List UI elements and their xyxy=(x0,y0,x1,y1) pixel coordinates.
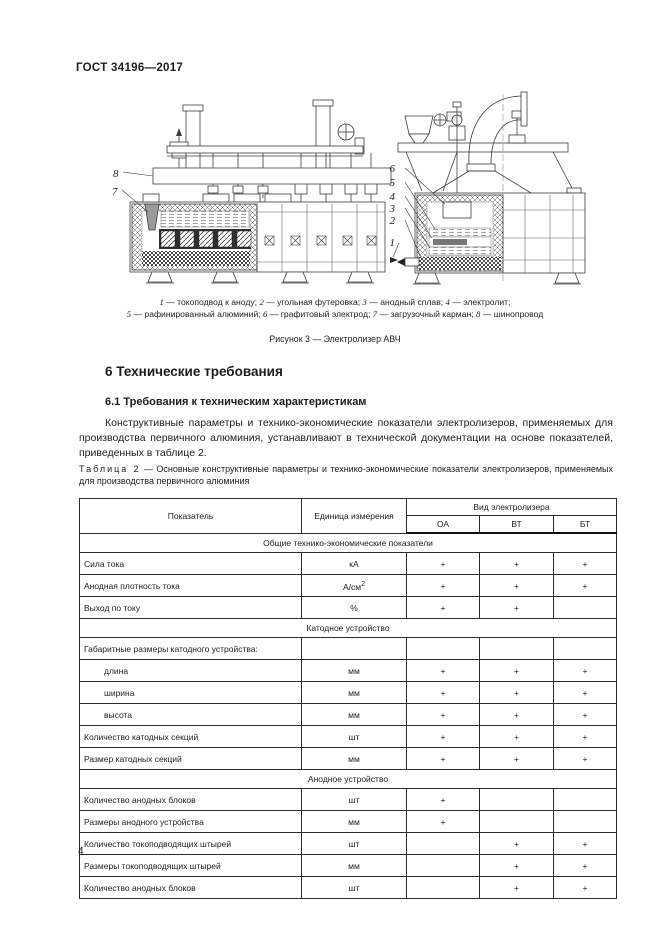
indicator-cell: Анодная плотность тока xyxy=(80,575,302,597)
figure-legend xyxy=(70,296,600,320)
value-cell xyxy=(407,855,480,877)
unit-cell: мм xyxy=(302,704,407,726)
value-cell: + xyxy=(407,575,480,597)
table-row xyxy=(80,726,617,748)
callout-2: 2 xyxy=(389,215,395,227)
doc-standard-number: ГОСТ 34196—2017 xyxy=(76,62,184,74)
legend-item-number: 8 xyxy=(476,309,481,319)
value-cell: + xyxy=(554,726,617,748)
unit-cell: $А/см^2$ xyxy=(302,575,407,597)
legend-item-number: 1 xyxy=(159,297,164,307)
unit-cell: шт xyxy=(302,726,407,748)
legend-item-text: — рафинированный алюминий; xyxy=(131,309,264,319)
left-view xyxy=(122,100,391,283)
indicator-cell: Размеры токоподводящих штырей xyxy=(80,855,302,877)
table-row xyxy=(80,877,617,899)
value-cell xyxy=(407,833,480,855)
callout-5: 5 xyxy=(389,177,395,189)
legend-item-number: 6 xyxy=(263,309,268,319)
value-cell: + xyxy=(480,877,554,899)
figure-legend-line-2 xyxy=(70,308,600,320)
unit-cell: кА xyxy=(302,553,407,575)
indicator-cell: Габаритные размеры катодного устройства: xyxy=(80,638,302,660)
table-row xyxy=(80,638,617,660)
legend-item-text: — анодный сплав; xyxy=(366,297,446,307)
legend-item-number: 7 xyxy=(372,309,378,319)
value-cell: + xyxy=(480,726,554,748)
indicator-cell: Количество катодных секций xyxy=(80,726,302,748)
col-header-type-oa: ОА xyxy=(407,516,480,534)
table-caption-label: Таблица 2 xyxy=(79,464,141,474)
value-cell: + xyxy=(407,682,480,704)
unit-cell: % xyxy=(302,597,407,619)
table-row xyxy=(80,704,617,726)
unit-cell: шт xyxy=(302,877,407,899)
right-view xyxy=(390,92,585,284)
indicator-cell: длина xyxy=(80,660,302,682)
subsection-heading: 6.1 Требования к техническим характеристикам xyxy=(105,396,367,408)
table-row xyxy=(80,575,617,597)
indicator-cell: Выход по току xyxy=(80,597,302,619)
value-cell: + xyxy=(554,682,617,704)
value-cell: + xyxy=(407,726,480,748)
unit-cell: мм xyxy=(302,811,407,833)
value-cell: + xyxy=(480,748,554,770)
value-cell xyxy=(554,811,617,833)
value-cell xyxy=(480,811,554,833)
indicator-cell: ширина xyxy=(80,682,302,704)
value-cell: + xyxy=(480,682,554,704)
table-row xyxy=(80,789,617,811)
value-cell: + xyxy=(407,789,480,811)
table-caption-text: — Основные конструктивные параметры и технико-экономические показатели электролизеров, применяемых для производства первичного алюминия xyxy=(79,464,613,486)
table-row xyxy=(80,682,617,704)
legend-item-text: — шинопровод xyxy=(480,309,544,319)
table-row xyxy=(80,855,617,877)
legend-item-text: — токоподвод к аноду; xyxy=(163,297,260,307)
value-cell xyxy=(480,638,554,660)
value-cell xyxy=(407,638,480,660)
indicator-cell: Размер катодных секций xyxy=(80,748,302,770)
params-table-body xyxy=(80,533,617,899)
unit-cell xyxy=(302,638,407,660)
value-cell: + xyxy=(554,553,617,575)
value-cell: + xyxy=(480,833,554,855)
legend-item-text: — графитовый электрод; xyxy=(267,309,373,319)
value-cell: + xyxy=(554,877,617,899)
value-cell xyxy=(554,789,617,811)
table-row xyxy=(80,748,617,770)
indicator-cell: Количество анодных блоков xyxy=(80,789,302,811)
value-cell: + xyxy=(407,660,480,682)
unit-cell: шт xyxy=(302,833,407,855)
legend-item-number: 5 xyxy=(126,309,132,319)
unit-cell: мм xyxy=(302,855,407,877)
unit-cell: мм xyxy=(302,748,407,770)
electrolyzer-drawing xyxy=(105,90,610,290)
value-cell: + xyxy=(554,748,617,770)
table-section-row xyxy=(80,533,617,553)
section-label-cell: Общие технико-экономические показатели xyxy=(80,533,617,553)
value-cell: + xyxy=(554,660,617,682)
unit-cell: мм xyxy=(302,660,407,682)
value-cell xyxy=(407,877,480,899)
figure-legend-line-1 xyxy=(70,296,600,308)
value-cell: + xyxy=(480,660,554,682)
callout-8: 8 xyxy=(113,168,119,180)
section-label-cell: Анодное устройство xyxy=(80,770,617,789)
legend-item-text: — угольная футеровка; xyxy=(263,297,363,307)
col-header-type-bt: БТ xyxy=(554,516,617,534)
unit-cell: мм xyxy=(302,682,407,704)
table-row xyxy=(80,597,617,619)
legend-item-text: — загрузочный карман; xyxy=(377,309,477,319)
col-header-indicator: Показатель xyxy=(80,499,302,534)
col-header-group: Вид электролизера xyxy=(407,499,617,516)
value-cell: + xyxy=(554,575,617,597)
col-header-type-vt: ВТ xyxy=(480,516,554,534)
table-caption xyxy=(79,464,613,487)
value-cell: + xyxy=(554,704,617,726)
page-number: 4 xyxy=(78,846,84,857)
value-cell: + xyxy=(407,597,480,619)
table-row xyxy=(80,553,617,575)
table-section-row xyxy=(80,770,617,789)
callout-4: 4 xyxy=(389,191,395,203)
value-cell: + xyxy=(407,748,480,770)
value-cell: + xyxy=(407,811,480,833)
callout-1: 1 xyxy=(389,237,395,249)
value-cell: + xyxy=(407,553,480,575)
indicator-cell: высота xyxy=(80,704,302,726)
table-section-row xyxy=(80,619,617,638)
table-row xyxy=(80,833,617,855)
callout-7: 7 xyxy=(112,186,118,198)
indicator-cell: Размеры анодного устройства xyxy=(80,811,302,833)
params-table xyxy=(79,498,617,899)
unit-cell: шт xyxy=(302,789,407,811)
value-cell: + xyxy=(480,575,554,597)
value-cell xyxy=(554,597,617,619)
indicator-cell: Количество токоподводящих штырей xyxy=(80,833,302,855)
value-cell: + xyxy=(480,704,554,726)
table-row xyxy=(80,660,617,682)
value-cell: + xyxy=(480,855,554,877)
legend-item-number: 3 xyxy=(362,297,367,307)
value-cell: + xyxy=(480,553,554,575)
legend-item-number: 4 xyxy=(445,297,450,307)
figure-caption: Рисунок 3 — Электролизер АВЧ xyxy=(269,334,401,344)
indicator-cell: Количество анодных блоков xyxy=(80,877,302,899)
section-label-cell: Катодное устройство xyxy=(80,619,617,638)
table-row xyxy=(80,811,617,833)
body-paragraph: Конструктивные параметры и технико-экономические показатели электролизеров, применяемых для производства первичного алюминия, устанавливают в технической документации на основе показателей, приведенных в таблице 2. xyxy=(79,417,613,459)
legend-item-text: — электролит; xyxy=(449,297,511,307)
section-heading: 6 Технические требования xyxy=(105,364,283,379)
legend-item-number: 2 xyxy=(259,297,264,307)
value-cell: + xyxy=(407,704,480,726)
callout-6: 6 xyxy=(389,163,395,175)
value-cell: + xyxy=(554,855,617,877)
figure-3 xyxy=(105,90,610,290)
value-cell xyxy=(480,789,554,811)
callout-3: 3 xyxy=(389,203,395,215)
col-header-unit: Единица измерения xyxy=(302,499,407,534)
value-cell: + xyxy=(554,833,617,855)
value-cell xyxy=(554,638,617,660)
value-cell: + xyxy=(480,597,554,619)
indicator-cell: Сила тока xyxy=(80,553,302,575)
